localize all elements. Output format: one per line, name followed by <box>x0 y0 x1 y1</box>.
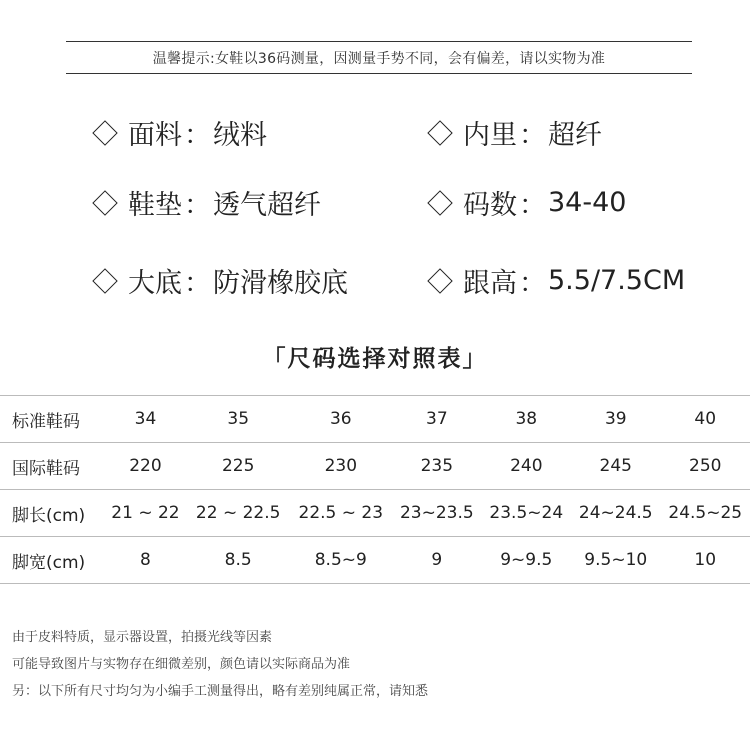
table-cell: 230 <box>324 456 358 476</box>
footnote-line: 可能导致图片与实物存在细微差别，颜色请以实际商品为准 <box>12 657 351 672</box>
table-cell: 23.5~24 <box>489 503 564 523</box>
spec-label: 跟高 <box>463 268 517 299</box>
size-chart-table <box>0 395 750 584</box>
table-row <box>0 396 750 443</box>
table-cell: 22 ~ 22.5 <box>195 503 281 523</box>
row-header: 国际鞋码 <box>12 458 80 479</box>
spec-label: 鞋垫 <box>128 190 182 221</box>
table-cell: 9 <box>431 550 443 570</box>
spec-heel-height <box>425 261 685 300</box>
spec-separator: ： <box>519 120 546 151</box>
table-cell: 10 <box>694 550 717 570</box>
table-cell: 245 <box>599 456 632 476</box>
notice-text: 温馨提示:女鞋以36码测量，因测量手势不同，会有偏差，请以实物为准 <box>152 50 606 67</box>
table-cell: 225 <box>221 456 255 476</box>
table-cell: 38 <box>515 409 538 429</box>
table-cell: 36 <box>329 409 352 429</box>
table-cell: 39 <box>604 409 627 429</box>
table-cell: 40 <box>694 409 717 429</box>
table-row <box>0 443 750 490</box>
footnote-line: 另：以下所有尺寸均匀为小编手工测量得出，略有差别纯属正常，请知悉 <box>12 684 429 699</box>
spec-insole <box>90 183 321 222</box>
spec-value: 34-40 <box>548 187 627 218</box>
footnote-line: 由于皮料特质，显示器设置，拍摄光线等因素 <box>12 630 273 645</box>
spec-material <box>90 113 267 152</box>
diamond-icon <box>427 268 452 293</box>
spec-value: 防滑橡胶底 <box>213 268 348 299</box>
spec-label: 大底 <box>128 268 182 299</box>
table-cell: 24~24.5 <box>578 503 653 523</box>
table-cell: 220 <box>129 456 162 476</box>
spec-value: 绒料 <box>213 120 267 151</box>
notice-banner <box>66 41 692 74</box>
spec-label: 内里 <box>463 120 517 151</box>
table-cell: 240 <box>510 456 543 476</box>
row-header: 标准鞋码 <box>12 411 80 432</box>
spec-separator: ： <box>519 268 546 299</box>
table-cell: 250 <box>689 456 722 476</box>
diamond-icon <box>427 190 452 215</box>
diamond-icon <box>92 268 117 293</box>
table-cell: 8 <box>140 550 151 570</box>
spec-separator: ： <box>184 120 211 151</box>
diamond-icon <box>92 190 117 215</box>
spec-value: 超纤 <box>548 120 602 151</box>
table-cell: 37 <box>426 409 448 429</box>
spec-separator: ： <box>184 190 211 221</box>
spec-separator: ： <box>184 268 211 299</box>
row-header: 脚宽(cm) <box>12 552 86 573</box>
spec-value: 透气超纤 <box>213 190 321 221</box>
table-row <box>0 537 750 584</box>
spec-separator: ： <box>519 190 546 221</box>
spec-label: 码数 <box>463 190 517 221</box>
spec-outsole <box>90 261 348 300</box>
size-chart-title: 「尺码选择对照表」 <box>262 346 488 372</box>
table-cell: 23~23.5 <box>399 503 474 523</box>
table-cell: 9.5~10 <box>584 550 648 570</box>
spec-value: 5.5/7.5CM <box>548 265 686 296</box>
row-header: 脚长(cm) <box>12 505 86 526</box>
table-cell: 8.5~9 <box>314 550 367 570</box>
diamond-icon <box>427 120 452 145</box>
table-cell: 235 <box>420 456 454 476</box>
spec-lining <box>425 113 602 152</box>
table-cell: 22.5 ~ 23 <box>298 503 384 523</box>
diamond-icon <box>92 120 117 145</box>
table-cell: 24.5~25 <box>668 503 743 523</box>
spec-size-range <box>425 183 626 222</box>
table-cell: 21 ~ 22 <box>111 503 180 523</box>
spec-label: 面料 <box>128 120 182 151</box>
table-cell: 35 <box>227 409 250 429</box>
table-cell: 9~9.5 <box>500 550 553 570</box>
table-row <box>0 490 750 537</box>
table-cell: 34 <box>134 409 157 429</box>
table-cell: 8.5 <box>224 550 252 570</box>
